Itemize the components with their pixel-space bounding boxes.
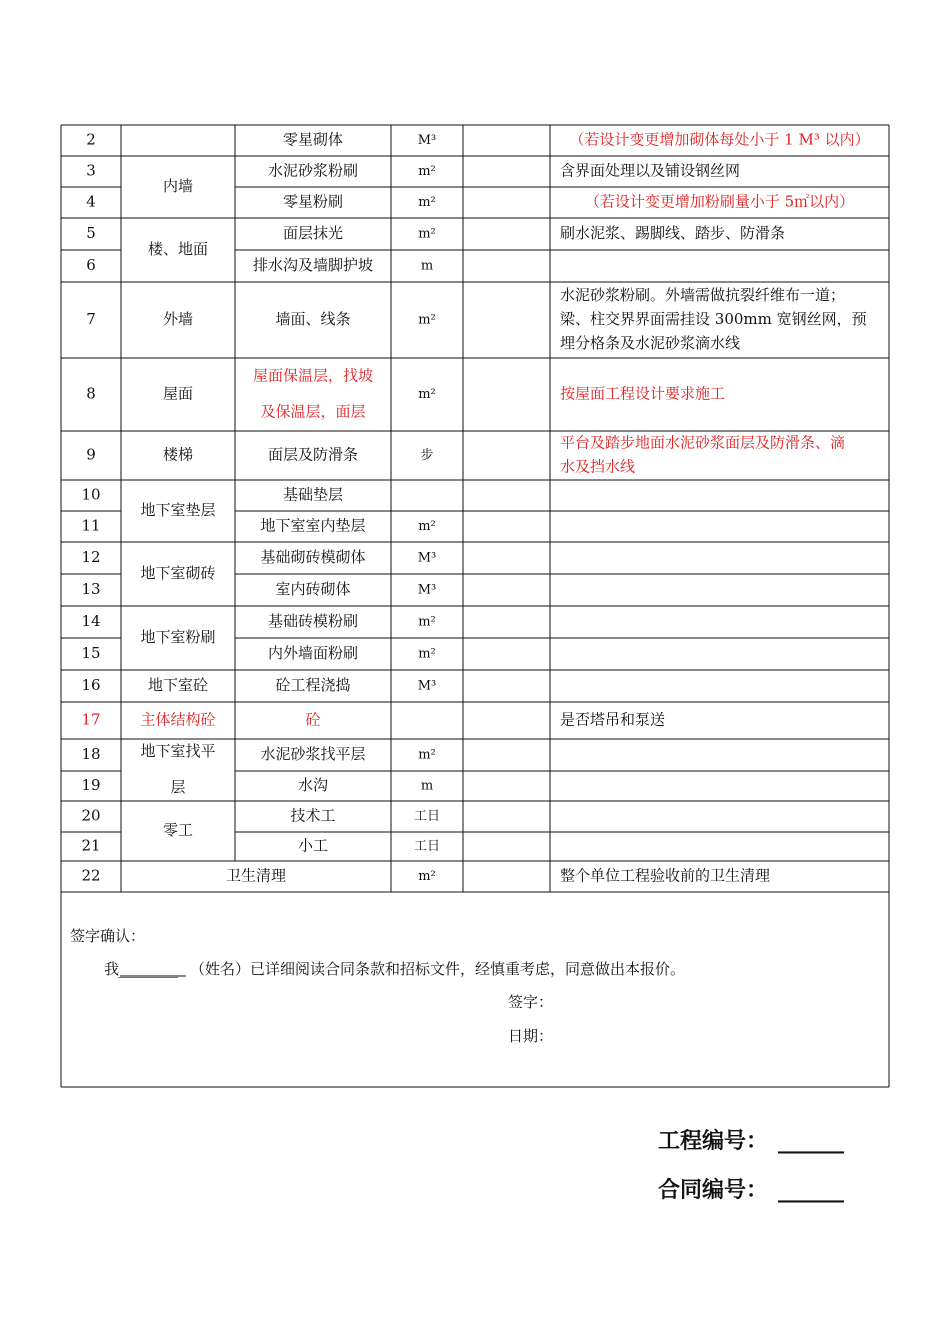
row-number: 18 <box>81 745 101 763</box>
category-label: 卫生清理 <box>225 866 287 885</box>
unit-label: M³ <box>417 678 437 694</box>
item-label: 面层及防滑条 <box>267 445 359 464</box>
row-number: 14 <box>81 612 101 630</box>
unit-label: m² <box>418 519 436 534</box>
item-label: 内外墙面粉刷 <box>267 644 359 662</box>
item-label: 及保温层，面层 <box>260 402 366 421</box>
row-number: 10 <box>81 485 101 504</box>
row-number: 8 <box>86 384 96 403</box>
remark-text: 按屋面工程设计要求施工 <box>560 384 726 403</box>
sign-label: 签字： <box>508 993 554 1011</box>
unit-label: m² <box>418 747 436 763</box>
category-label: 地下室粉刷 <box>140 628 216 646</box>
row-number: 20 <box>81 806 101 825</box>
category-label: 地下室找平 <box>140 742 216 760</box>
unit-label: m² <box>418 195 436 210</box>
item-label: 室内砖砌体 <box>275 580 351 598</box>
unit-label: m² <box>418 226 436 242</box>
remark-text: 水及挡水线 <box>560 457 636 476</box>
item-label: 砼工程浇捣 <box>275 676 351 694</box>
item-label: 零星粉刷 <box>282 192 344 211</box>
row-number: 19 <box>81 776 101 794</box>
category-label: 主体结构砼 <box>140 710 216 729</box>
item-label: 水沟 <box>297 776 329 794</box>
item-label: 水泥砂浆找平层 <box>260 745 366 763</box>
item-label: 墙面、线条 <box>275 310 351 328</box>
item-label: 水泥砂浆粉刷 <box>267 161 359 180</box>
row-number: 17 <box>81 710 101 729</box>
unit-label: 工日 <box>413 839 441 854</box>
signature-heading: 签字确认： <box>70 927 146 945</box>
category-label: 零工 <box>162 821 194 839</box>
unit-label: M³ <box>417 550 437 566</box>
item-label: 排水沟及墙脚护坡 <box>252 256 374 274</box>
row-number: 13 <box>81 580 101 598</box>
item-label: 地下室室内垫层 <box>260 516 366 535</box>
remark-text: 整个单位工程验收前的卫生清理 <box>560 866 771 885</box>
item-label: 基础垫层 <box>282 485 344 504</box>
footer-block <box>658 1128 844 1203</box>
project-number-label: 工程编号： <box>658 1128 769 1154</box>
category-label: 地下室垫层 <box>140 501 216 519</box>
row-number: 21 <box>81 836 101 855</box>
contract-number-blank[interactable]: ______ <box>778 1177 844 1203</box>
unit-label: m² <box>418 164 436 179</box>
unit-label: M³ <box>417 133 437 148</box>
row-number: 2 <box>86 130 96 149</box>
unit-label: m² <box>418 869 436 884</box>
remark-text: （若设计变更增加粉刷量小于 5㎡以内） <box>584 192 855 211</box>
category-label: 层 <box>170 778 186 796</box>
remark-text: 埋分格条及水泥砂浆滴水线 <box>560 334 741 352</box>
row-number: 6 <box>86 256 96 274</box>
unit-label: m² <box>418 614 436 630</box>
contract-number-label: 合同编号： <box>658 1177 769 1203</box>
row-number: 9 <box>86 445 96 464</box>
statement-prefix: 我 <box>104 960 120 978</box>
row-number: 11 <box>81 516 101 535</box>
row-number: 12 <box>81 548 101 566</box>
unit-label: m <box>420 258 434 274</box>
signature-block <box>70 927 685 1045</box>
unit-label: m <box>420 778 434 794</box>
row-number: 7 <box>86 310 96 328</box>
category-label: 楼、地面 <box>147 240 209 258</box>
unit-label: m² <box>418 387 436 402</box>
table-grid <box>61 125 889 1087</box>
unit-label: 步 <box>420 448 434 463</box>
item-label: 基础砖模粉刷 <box>267 612 359 630</box>
unit-label: m² <box>418 646 436 662</box>
row-number: 22 <box>81 866 101 885</box>
unit-label: 工日 <box>413 809 441 824</box>
category-label: 内墙 <box>162 177 194 195</box>
item-label: 小工 <box>297 836 329 855</box>
item-label: 屋面保温层，找坡 <box>252 366 374 385</box>
remark-text: 平台及踏步地面水泥砂浆面层及防滑条、滴 <box>560 433 846 452</box>
remark-text: 刷水泥浆、踢脚线、踏步、防滑条 <box>560 224 786 242</box>
name-blank[interactable]: ________ <box>118 960 178 978</box>
project-number-blank[interactable]: ______ <box>778 1128 844 1154</box>
remark-text: （若设计变更增加砌体每处小于 1 M³ 以内） <box>569 130 870 149</box>
remark-text: 含界面处理以及铺设钢丝网 <box>560 161 741 180</box>
row-number: 15 <box>81 644 101 662</box>
unit-label: M³ <box>417 582 437 598</box>
remark-text: 是否塔吊和泵送 <box>560 710 666 729</box>
category-label: 楼梯 <box>162 445 194 464</box>
item-label: 技术工 <box>290 806 336 825</box>
item-label: 基础砌砖模砌体 <box>260 548 366 566</box>
remark-text: 水泥砂浆粉刷。外墙需做抗裂纤维布一道； <box>560 286 846 304</box>
row-number: 5 <box>86 224 96 242</box>
item-label: 零星砌体 <box>282 130 344 149</box>
category-label: 外墙 <box>162 310 194 328</box>
item-label: 面层抹光 <box>282 224 344 242</box>
row-number: 3 <box>86 161 96 180</box>
category-label: 地下室砼 <box>147 676 209 694</box>
date-label: 日期： <box>508 1027 554 1045</box>
unit-label: m² <box>418 312 436 328</box>
row-number: 4 <box>86 192 96 211</box>
remark-text: 梁、柱交界界面需挂设 300mm 宽钢丝网，预 <box>560 310 867 328</box>
item-label: 砼 <box>305 710 321 729</box>
statement-text: （姓名）已详细阅读合同条款和招标文件，经慎重考虑，同意做出本报价。 <box>190 960 686 978</box>
category-label: 地下室砌砖 <box>140 564 216 582</box>
row-number: 16 <box>81 676 101 694</box>
category-label: 屋面 <box>162 384 194 403</box>
